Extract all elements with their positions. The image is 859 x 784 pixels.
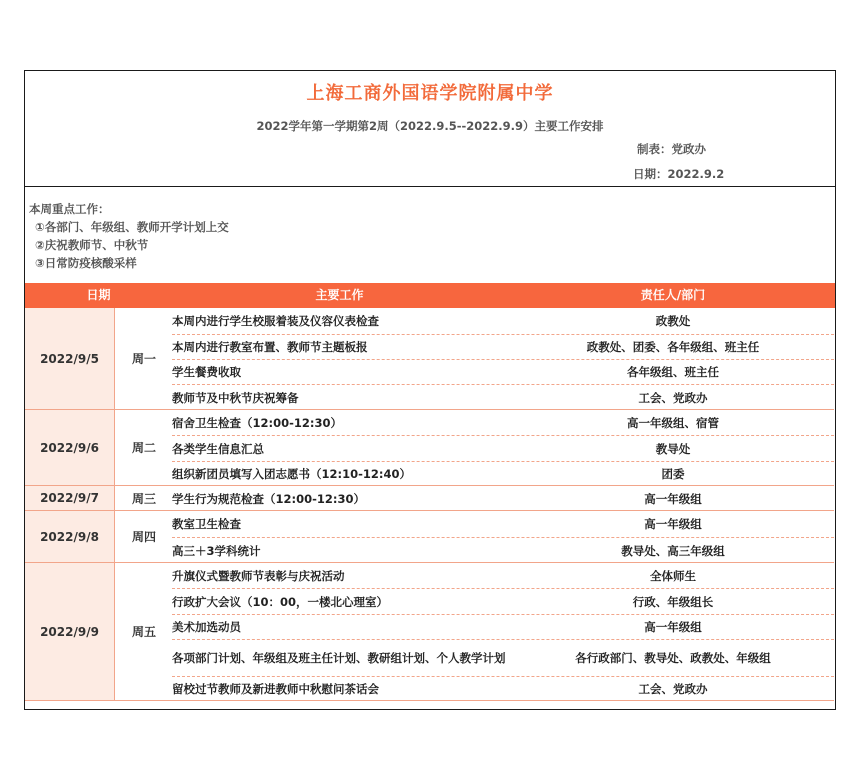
task-cell: 高三＋3学科统计 <box>172 543 261 558</box>
focus-item: ②庆祝教师节、中秋节 <box>35 238 149 252</box>
day-group <box>25 308 834 410</box>
owner-cell: 各年级组、班主任 <box>627 365 719 379</box>
owner-cell: 工会、党政办 <box>638 682 708 696</box>
school-title: 上海工商外国语学院附属中学 <box>306 83 554 104</box>
header-divider <box>25 186 835 187</box>
task-cell: 各类学生信息汇总 <box>172 441 264 456</box>
owner-cell: 团委 <box>661 467 685 481</box>
task-cell: 本周内进行教室布置、教师节主题板报 <box>172 340 368 354</box>
date-cell: 2022/9/6 <box>25 410 114 485</box>
schedule-subtitle: 2022学年第一学期第2周（2022.9.5--2022.9.9）主要工作安排 <box>256 119 604 133</box>
table-row <box>172 511 834 537</box>
task-cell: 教室卫生检查 <box>172 517 241 531</box>
focus-item: ①各部门、年级组、教师开学计划上交 <box>35 220 229 234</box>
owner-cell: 政教处、团委、各年级组、班主任 <box>586 340 760 354</box>
owner-cell: 高一年级组 <box>644 491 702 506</box>
task-cell: 升旗仪式暨教师节表彰与庆祝活动 <box>172 568 345 583</box>
weekday-cell: 周二 <box>114 410 173 485</box>
table-row <box>172 359 834 384</box>
table-row <box>172 334 834 359</box>
owner-cell: 工会、党政办 <box>638 390 708 405</box>
task-cell: 教师节及中秋节庆祝筹备 <box>172 390 299 405</box>
task-cell: 宿舍卫生检查（12:00-12:30） <box>172 415 342 430</box>
table-row <box>172 676 834 701</box>
schedule-sheet <box>24 70 836 710</box>
owner-cell: 高一年级组 <box>644 517 702 531</box>
owner-cell: 教导处 <box>655 441 691 456</box>
table-row <box>172 639 834 676</box>
date-cell: 2022/9/8 <box>25 511 114 562</box>
task-cell: 各项部门计划、年级组及班主任计划、教研组计划、个人教学计划 <box>172 651 506 665</box>
owner-cell: 行政、年级组长 <box>632 594 714 609</box>
task-cell: 学生餐费收取 <box>172 365 241 379</box>
task-cell: 本周内进行学生校服着装及仪容仪表检查 <box>172 314 379 328</box>
task-cell: 行政扩大会议（10：00，一楼北心理室） <box>172 594 389 609</box>
table-row <box>172 461 834 486</box>
owner-cell: 教导处、高三年级组 <box>621 543 725 558</box>
table-header <box>25 283 835 308</box>
task-cell: 美术加选动员 <box>172 620 241 634</box>
focus-heading: 本周重点工作： <box>29 202 110 216</box>
column-header-date: 日期 <box>86 288 111 302</box>
weekly-focus <box>29 200 229 272</box>
day-group <box>25 563 834 701</box>
owner-cell: 各行政部门、教导处、政教处、年级组 <box>575 651 771 665</box>
table-row <box>172 435 834 461</box>
maker-label: 制表：党政办 <box>637 142 706 156</box>
weekday-cell: 周一 <box>114 308 173 409</box>
table-row <box>172 384 834 410</box>
date-cell: 2022/9/9 <box>25 563 114 700</box>
owner-cell: 高一年级组 <box>644 620 702 634</box>
table-row <box>172 537 834 563</box>
owner-cell: 高一年级组、宿管 <box>627 415 719 430</box>
table-row <box>172 614 834 639</box>
weekday-cell: 周四 <box>114 511 173 562</box>
weekday-cell: 周五 <box>114 563 173 700</box>
column-header-work: 主要工作 <box>315 288 364 302</box>
day-group <box>25 511 834 563</box>
task-cell: 学生行为规范检查（12:00-12:30） <box>172 491 365 506</box>
weekday-cell: 周三 <box>114 486 173 510</box>
table-row <box>172 308 834 334</box>
owner-cell: 政教处 <box>655 314 691 328</box>
day-group <box>25 410 834 486</box>
column-header-owner: 责任人/部门 <box>640 288 706 302</box>
table-row <box>172 563 834 588</box>
focus-item: ③日常防疫核酸采样 <box>35 256 137 270</box>
date-cell: 2022/9/5 <box>25 308 114 409</box>
task-cell: 留校过节教师及新进教师中秋慰问茶话会 <box>172 682 379 696</box>
table-row <box>172 410 834 435</box>
day-group <box>25 486 834 511</box>
table-row <box>172 588 834 614</box>
table-row <box>172 486 834 511</box>
owner-cell: 全体师生 <box>650 568 696 583</box>
issue-date: 日期：2022.9.2 <box>633 167 725 181</box>
date-cell: 2022/9/7 <box>25 486 114 510</box>
task-cell: 组织新团员填写入团志愿书（12:10-12:40） <box>172 467 411 481</box>
